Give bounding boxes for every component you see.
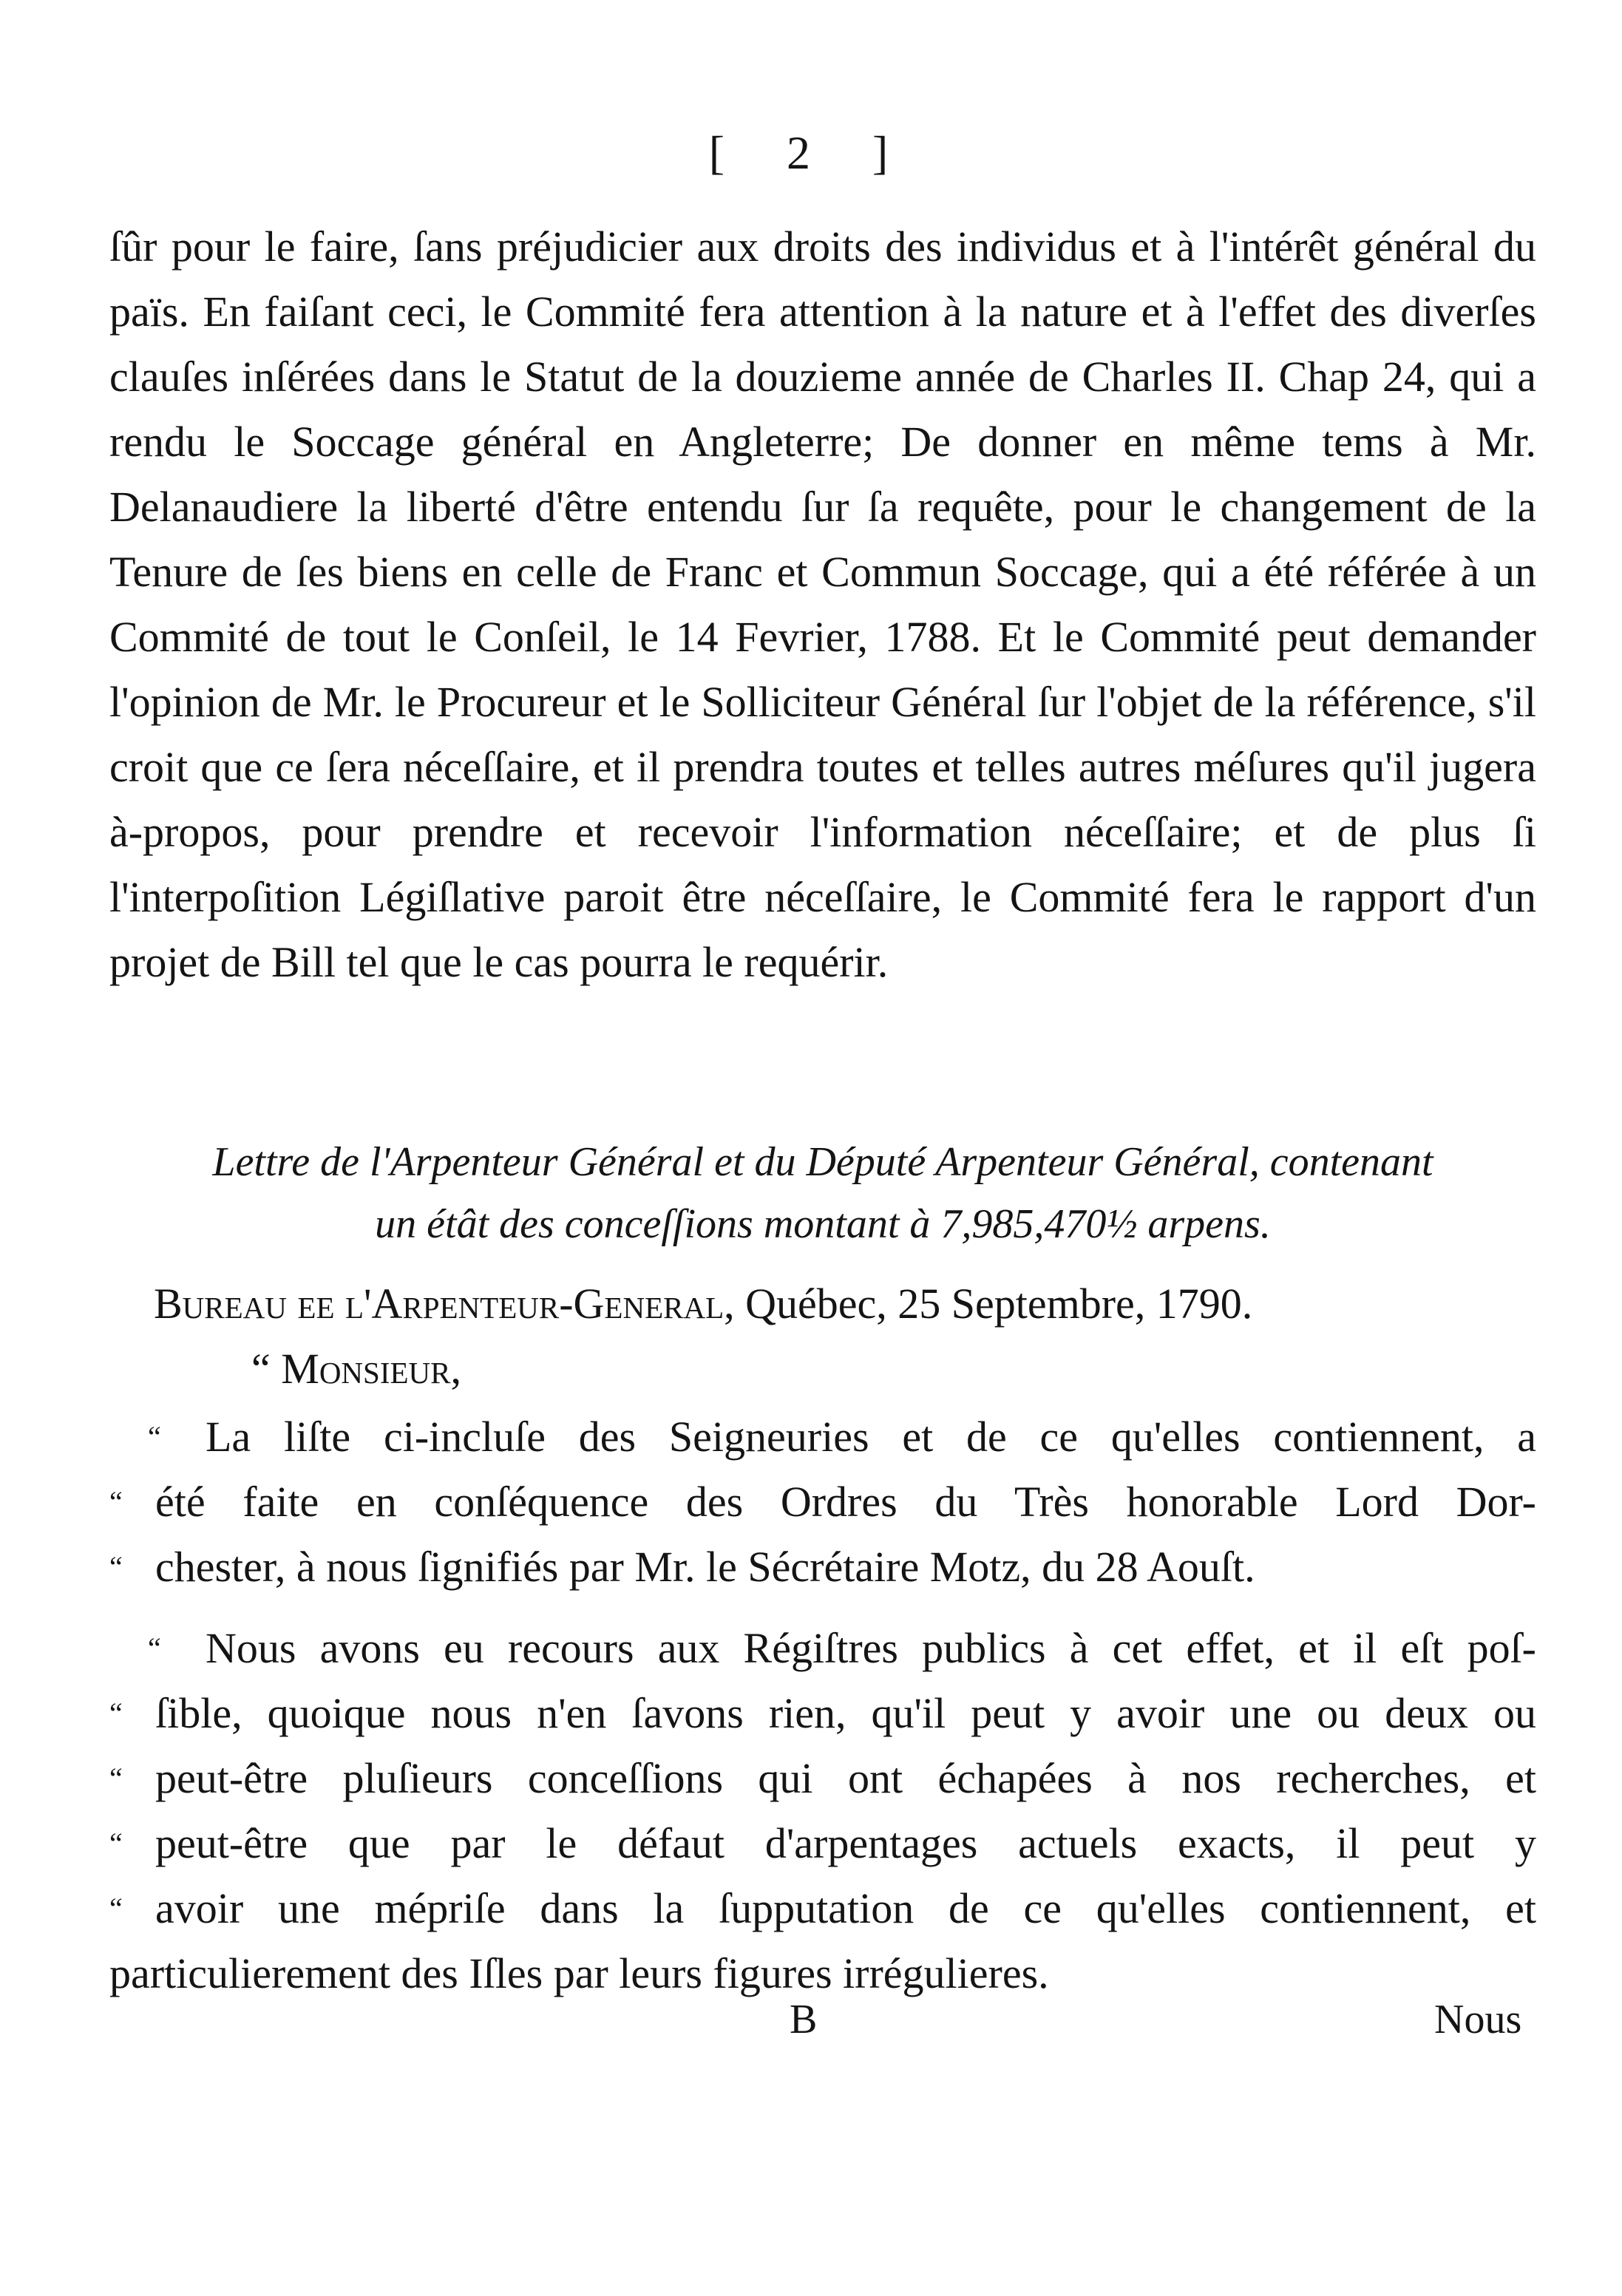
quote-mark: “ [109,1892,123,1925]
letter-line: “ ſible, quoique nous n'en ſavons rien, qu'il peut y avoir une ou deux ou [109,1681,1536,1746]
quote-mark: “ [109,1485,123,1518]
letter-line: “ Nous avons eu recours aux Régiſtres publics à cet effet, et il eſt poſ- [109,1616,1536,1681]
letter-line: “ peut-être que par le défaut d'arpentages actuels exacts, il peut y [109,1811,1536,1876]
dateline-place-date: Québec, 25 Septembre, 1790. [745,1280,1253,1328]
letter-heading-line-1: Lettre de l'Arpenteur Général et du Député Arpenteur Général, contenant [212,1139,1433,1185]
catchword: Nous [1434,1997,1522,2042]
letter-salutation: “ Monsieur, [251,1345,461,1393]
letter-dateline [154,1273,1551,1335]
letter-heading [109,1131,1536,1255]
quote-mark: “ [109,1762,123,1795]
letter-heading-line-2: un étât des conceſſions montant à 7,985,470½ arpens. [375,1201,1271,1247]
letter-line: “ avoir une mépriſe dans la ſupputation de ce qu'elles contiennent, et [109,1876,1536,1941]
quote-mark: “ [109,1696,123,1730]
letter-line: “ chester, à nous ſignifiés par Mr. le Sécrétaire Motz, du 28 Aouſt. [109,1535,1536,1600]
signature-mark: B [790,1997,818,2042]
letter-line: “ peut-être pluſieurs conceſſions qui ont échapées à nos recherches, et [109,1746,1536,1811]
letter-line: “ La liſte ci-incluſe des Seigneuries et de ce qu'elles contiennent, a [109,1405,1536,1470]
body-paragraph: ſûr pour le faire, ſans préjudicier aux droits des individus et à l'intérêt général du païs. En faiſant ceci, le Commité fera attention à la nature et à l'effet des diverſes clauſes inſérées dans le Statut de la douzieme année de Charles II. Chap 24, qui a rendu le Soccage général en Angleterre; De donner en même tems à Mr. Delanaudiere la liberté d'être entendu ſur ſa requête, pour le changement de la Tenure de ſes biens en celle de Franc et Commun Soccage, qui a été référée à un Commité de tout le Conſeil, le 14 Fevrier, 1788. Et le Commité peut demander l'opinion de Mr. le Procureur et le Solliciteur Général ſur l'objet de la référence, s'il croit que ce ſera néceſſaire, et il prendra toutes et telles autres méſures qu'il jugera à-propos, pour prendre et recevoir l'information néceſſaire; et de plus ſi l'interpoſition Légiſlative paroit être néceſſaire, le Commité fera le rapport d'un projet de Bill tel que le cas pourra le requérir. [109,223,1536,986]
quote-mark: “ [148,1420,161,1453]
quote-mark: “ [109,1550,123,1583]
page-number-header: [ 2 ] [708,126,914,179]
quote-mark: “ [109,1827,123,1860]
letter-paragraph-2 [109,1616,1536,2006]
letter-paragraph-1 [109,1405,1536,1600]
letter-line: “ été faite en conſéquence des Ordres du Très honorable Lord Dor- [109,1470,1536,1535]
dateline-office: Bureau ee l'Arpenteur-General, [154,1280,735,1328]
quote-mark: “ [148,1631,161,1665]
letter-line: particulierement des Iſles par leurs figures irrégulieres. [109,1949,1049,1997]
